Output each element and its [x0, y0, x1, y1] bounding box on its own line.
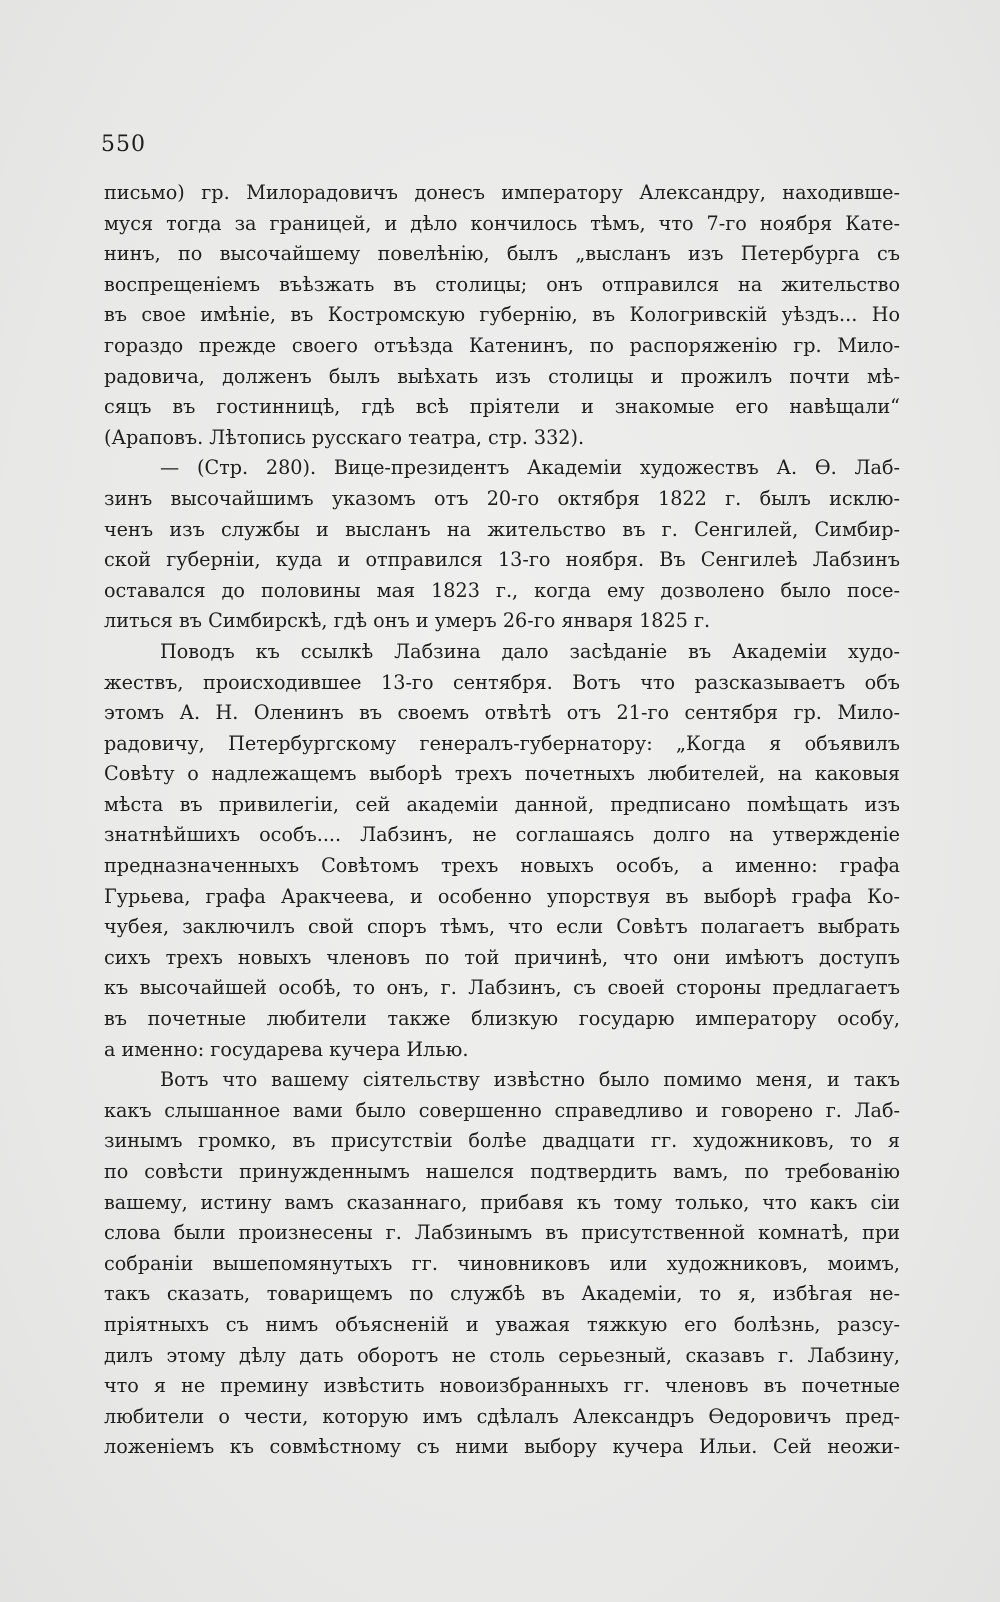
text-line: этомъ А. Н. Оленинъ въ своемъ отвѣтѣ отъ 21-го сентября гр. Мило-	[104, 701, 900, 725]
text-line: — (Стр. 280). Вице-президентъ Академіи художествъ А. Ѳ. Лаб-	[160, 456, 900, 480]
text-line: сяцъ въ гостинницѣ, гдѣ всѣ пріятели и знакомые его навѣщали“	[104, 395, 900, 419]
text-line: вашему, истину вамъ сказаннаго, прибавя къ тому только, что какъ сіи	[104, 1190, 900, 1214]
text-line: радовичу, Петербургскому генералъ-губернатору: „Когда я объявилъ	[104, 731, 900, 755]
text-line: дилъ этому дѣлу дать оборотъ не столь серьезный, сказавъ г. Лабзину,	[104, 1343, 900, 1367]
text-line: воспрещеніемъ въѣзжать въ столицы; онъ отправился на жительство	[104, 272, 900, 296]
text-line: литься въ Симбирскѣ, гдѣ онъ и умеръ 26-го января 1825 г.	[104, 609, 711, 633]
text-line: ченъ изъ службы и высланъ на жительство въ г. Сенгилей, Симбир-	[104, 517, 900, 541]
text-line: предназначенныхъ Совѣтомъ трехъ новыхъ особъ, а именно: графа	[104, 854, 900, 878]
text-line: жествъ, происходившее 13-го сентября. Вотъ что разсказываетъ объ	[104, 670, 900, 694]
text-line: гораздо прежде своего отъѣзда Катенинъ, по распоряженію гр. Мило-	[104, 333, 900, 357]
text-line: Гурьева, графа Аракчеева, и особенно упорствуя въ выборѣ графа Ко-	[104, 884, 900, 908]
text-line: чубея, заключилъ свой споръ тѣмъ, что если Совѣтъ полагаетъ выбрать	[104, 915, 900, 939]
text-line: собраніи вышепомянутыхъ гг. чиновниковъ или художниковъ, моимъ,	[104, 1251, 900, 1275]
text-line: такъ сказать, товарищемъ по службѣ въ Академіи, то я, избѣгая не-	[104, 1282, 900, 1306]
text-line: что я не премину извѣстить новоизбранныхъ гг. членовъ въ почетные	[104, 1374, 900, 1398]
text-line: радовича, долженъ былъ выѣхать изъ столицы и прожилъ почти мѣ-	[104, 364, 900, 388]
body-text	[104, 178, 900, 1463]
text-line: зинъ высочайшимъ указомъ отъ 20-го октября 1822 г. былъ исклю-	[104, 486, 900, 510]
page-number: 550	[101, 132, 146, 157]
text-line: какъ слышанное вами было совершенно справедливо и говорено г. Лаб-	[104, 1098, 900, 1122]
text-line: по совѣсти принужденнымъ нашелся подтвердить вамъ, по требованію	[104, 1160, 900, 1183]
text-line: въ свое имѣніе, въ Костромскую губернію, въ Кологривскій уѣздъ... Но	[104, 303, 900, 327]
text-line: ской губерніи, куда и отправился 13-го ноября. Въ Сенгилеѣ Лабзинъ	[104, 548, 900, 572]
text-line: (Араповъ. Лѣтопись русскаго театра, стр. 332).	[104, 425, 585, 449]
text-line: Совѣту о надлежащемъ выборѣ трехъ почетныхъ любителей, на каковыя	[104, 762, 900, 786]
text-line: знатнѣйшихъ особъ.... Лабзинъ, не соглашаясь долго на утвержденіе	[104, 823, 900, 847]
text-line: въ почетные любители также близкую государю императору особу,	[104, 1007, 900, 1031]
text-line: любители о чести, которую имъ сдѣлалъ Александръ Ѳедоровичъ пред-	[104, 1404, 900, 1428]
text-line: Вотъ что вашему сіятельству извѣстно было помимо меня, и такъ	[160, 1068, 900, 1092]
text-line: слова были произнесены г. Лабзинымъ въ присутственной комнатѣ, при	[104, 1221, 900, 1245]
text-line: сихъ трехъ новыхъ членовъ по той причинѣ, что они имѣютъ доступъ	[104, 945, 900, 969]
text-line: оставался до половины мая 1823 г., когда ему дозволено было посе-	[104, 578, 900, 602]
text-line: зинымъ громко, въ присутствіи болѣе двадцати гг. художниковъ, то я	[104, 1129, 900, 1153]
text-line: Поводъ къ ссылкѣ Лабзина дало засѣданіе въ Академіи худо-	[160, 639, 900, 663]
text-line: мѣста въ привилегіи, сей академіи данной, предписано помѣщать изъ	[104, 792, 900, 816]
text-line: муся тогда за границей, и дѣло кончилось тѣмъ, что 7-го ноября Кате-	[104, 211, 900, 235]
text-line: письмо) гр. Милорадовичъ донесъ императору Александру, находивше-	[104, 181, 900, 204]
text-line: къ высочайшей особѣ, то онъ, г. Лабзинъ, съ своей стороны предлагаетъ	[104, 976, 900, 1000]
text-line: пріятныхъ съ нимъ объясненій и уважая тяжкую его болѣзнь, разсу-	[104, 1312, 900, 1336]
text-line: а именно: государева кучера Илью.	[104, 1037, 469, 1061]
text-line: ложеніемъ къ совмѣстному съ ними выбору кучера Ильи. Сей неожи-	[104, 1435, 900, 1459]
text-line: нинъ, по высочайшему повелѣнію, былъ „высланъ изъ Петербурга съ	[104, 242, 900, 266]
